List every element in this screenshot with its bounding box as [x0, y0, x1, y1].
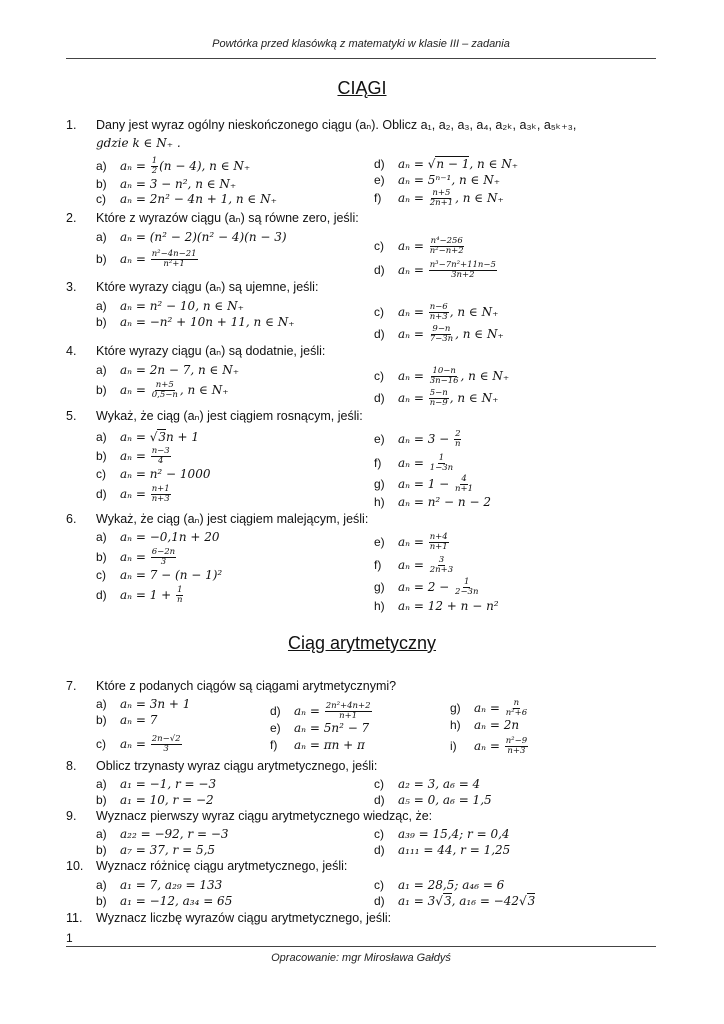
task-8c: c) a₂ = 3, a₆ = 4 [374, 777, 481, 791]
task-1b: b) aₙ = 3 − n², n ∈ N₊ [96, 177, 237, 191]
section-title-ciagi: CIĄGI [337, 78, 387, 98]
task-4a: a) aₙ = 2n − 7, n ∈ N₊ [96, 363, 240, 377]
task-9c: c) a₃₉ = 15,4; r = 0,4 [374, 827, 510, 841]
task-7i: i) aₙ = $\frac{\text{n²−9}}{n+3}$ [450, 736, 528, 756]
task-6h: h) aₙ = 12 + n − n² [374, 599, 499, 613]
task-5h: h) aₙ = n² − n − 2 [374, 495, 491, 509]
task-7a: a) aₙ = 3n + 1 [96, 697, 191, 711]
task-2d: d) aₙ = $\frac{\text{n³−7n²+11n−5}}{3n+2}$ [374, 260, 496, 280]
task-1-line2: gdzie k ∈ N₊ . [96, 136, 181, 150]
task-8a: a) a₁ = −1, r = −3 [96, 777, 217, 791]
task-2c: c) aₙ = $\frac{\text{n⁴−256}}{\text{n²−n+2}}$ [374, 236, 464, 256]
task-3c: c) aₙ = $\frac{n-6}{n+3}$ , n ∈ N₊ [374, 302, 499, 322]
task-7b: b) aₙ = 7 [96, 713, 158, 727]
task-3a: a) aₙ = n² − 10, n ∈ N₊ [96, 299, 244, 313]
task-5g: g) aₙ = 1 − $\frac{4}{n+1}$ [374, 474, 474, 494]
task-4b: b) aₙ = $\frac{n+5}{0,5-n}$ , n ∈ N₊ [96, 380, 229, 400]
task-6d: d) aₙ = 1 + $\frac{1}{n}$ [96, 585, 183, 605]
task-1a: a) aₙ = $\frac{1}{2}$ (n − 4), n ∈ N₊ [96, 156, 251, 176]
task-6e: e) aₙ = $\frac{n+4}{n+1}$ [374, 532, 448, 552]
task-9a: a) a₂₂ = −92, r = −3 [96, 827, 229, 841]
task-10a: a) a₁ = 7, a₂₉ = 133 [96, 878, 223, 892]
task-7c: c) aₙ = $\frac{2n-√2}{3}$ [96, 734, 181, 754]
task-7e: e) aₙ = 5n² − 7 [270, 721, 370, 735]
task-2b: b) aₙ = $\frac{\text{n²−4n−21}}{\text{n²+1}}$ [96, 249, 197, 269]
task-1f: f) aₙ = $\frac{n+5}{2n+1}$ , n ∈ N₊ [374, 188, 504, 208]
task-10c: c) a₁ = 28,5; a₄₆ = 6 [374, 878, 505, 892]
task-5a: a) aₙ = √3n + 1 [96, 430, 200, 444]
task-1e: e) aₙ = 5ⁿ⁻¹, n ∈ N₊ [374, 173, 501, 187]
task-9d: d) a₁₁₁ = 44, r = 1,25 [374, 843, 511, 857]
task-10b: b) a₁ = −12, a₃₄ = 65 [96, 894, 233, 908]
task-7f: f) aₙ = πn + π [270, 738, 365, 752]
task-3b: b) aₙ = −n² + 10n + 11, n ∈ N₊ [96, 315, 295, 329]
task-7g: g) aₙ = $\frac{n}{\text{n²+6}}$ [450, 698, 528, 718]
task-1d: d) aₙ = √n − 1, n ∈ N₊ [374, 157, 519, 171]
page-header: Powtórka przed klasówką z matematyki w klasie III – zadania [66, 38, 656, 59]
page-footer: Opracowanie: mgr Mirosława Gałdyś [66, 946, 656, 974]
task-5b: b) aₙ = $\frac{n-3}{4}$ [96, 446, 170, 466]
task-6c: c) aₙ = 7 − (n − 1)² [96, 568, 223, 582]
task-8b: b) a₁ = 10, r = −2 [96, 793, 214, 807]
task-3d: d) aₙ = $\frac{9-n}{7-3n}$ , n ∈ N₊ [374, 324, 504, 344]
task-2a: a) aₙ = (n² − 2)(n² − 4)(n − 3) [96, 230, 287, 244]
page-number: 1 [66, 931, 73, 945]
task-6a: a) aₙ = −0,1n + 20 [96, 530, 220, 544]
task-6g: g) aₙ = 2 − $\frac{1}{2-3n}$ [374, 577, 479, 597]
task-4c: c) aₙ = $\frac{10-n}{3n-16}$ , n ∈ N₊ [374, 366, 510, 386]
task-9b: b) a₇ = 37, r = 5,5 [96, 843, 216, 857]
task-5c: c) aₙ = n² − 1000 [96, 467, 211, 481]
task-5d: d) aₙ = $\frac{n+1}{n+3}$ [96, 484, 170, 504]
task-7h: h) aₙ = 2n [450, 718, 520, 732]
task-6b: b) aₙ = $\frac{6-2n}{3}$ [96, 547, 176, 567]
task-8d: d) a₅ = 0, a₆ = 1,5 [374, 793, 492, 807]
task-10d: d) a₁ = 3√3, a₁₆ = −42√3 [374, 894, 536, 908]
task-5f: f) aₙ = $\frac{1}{1-3n}$ [374, 453, 454, 473]
task-6f: f) aₙ = $\frac{3}{2n+3}$ [374, 555, 454, 575]
task-1c: c) aₙ = 2n² − 4n + 1, n ∈ N₊ [96, 192, 277, 206]
task-7d: d) aₙ = $\frac{\text{2n²+4n+2}}{n+1}$ [270, 701, 371, 721]
section-title-arytmetyczny: Ciąg arytmetyczny [287, 633, 437, 653]
task-5e: e) aₙ = 3 − $\frac{2}{n}$ [374, 429, 461, 449]
task-4d: d) aₙ = $\frac{5-n}{n-9}$ , n ∈ N₊ [374, 388, 499, 408]
